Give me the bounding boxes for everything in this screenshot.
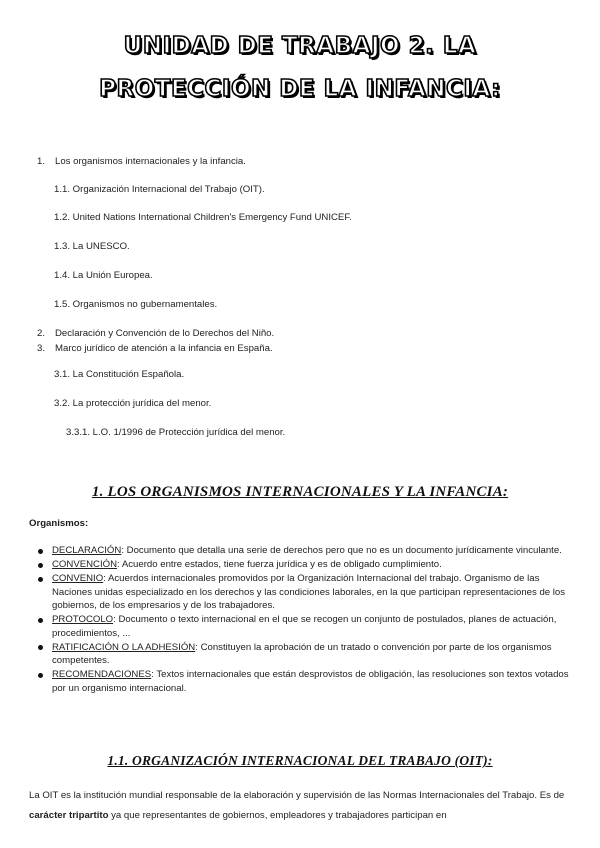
- bullet-icon: [38, 549, 43, 554]
- toc-item: 2. Declaración y Convención de lo Derechos del Niño.: [37, 328, 275, 339]
- toc-item: 1.4. La Unión Europea.: [54, 270, 153, 281]
- bullet-icon: [38, 618, 43, 623]
- section-heading-oit: 1.1. ORGANIZACIÓN INTERNACIONAL DEL TRABAJO (OIT):: [107, 753, 493, 768]
- bullet-icon: [38, 577, 43, 582]
- toc-item: 1.3. La UNESCO.: [54, 241, 130, 252]
- toc-item: 1. Los organismos internacionales y la infancia.: [37, 156, 246, 167]
- list-item: CONVENCIÓN: Acuerdo entre estados, tiene fuerza jurídica y es de obligado cumplimiento.: [38, 558, 576, 572]
- toc-item: 3.3.1. L.O. 1/1996 de Protección jurídica del menor.: [66, 427, 286, 438]
- toc-item: 3.1. La Constitución Española.: [54, 369, 185, 380]
- oit-paragraph: La OIT es la institución mundial responsable de la elaboración y supervisión de las Normas Internacionales del Trabajo. Es de carácter tripartito ya que representantes de gobiernos, empleadores y trabajadores participan en: [29, 790, 565, 821]
- document-title-line-1: UNIDAD DE TRABAJO 2. LA: [123, 33, 477, 59]
- bullet-icon: [38, 673, 43, 678]
- bullet-icon: [38, 645, 43, 650]
- list-item: RATIFICACIÓN O LA ADHESIÓN: Constituyen la aprobación de un tratado o convención por parte de los organismos competentes.: [38, 641, 576, 668]
- list-item: DECLARACIÓN: Documento que detalla una serie de derechos pero que no es un documento jurídicamente vinculante.: [38, 544, 576, 558]
- section-heading-organismos-internacionales: 1. LOS ORGANISMOS INTERNACIONALES Y LA INFANCIA:: [91, 484, 509, 500]
- organismos-label: Organismos:: [29, 518, 89, 529]
- document-title-line-2: PROTECCIÓN DE LA INFANCIA:: [99, 76, 501, 102]
- toc-item: 3.2. La protección jurídica del menor.: [54, 398, 212, 409]
- toc-item: 3. Marco jurídico de atención a la infancia en España.: [37, 343, 273, 354]
- toc-item: 1.1. Organización Internacional del Trabajo (OIT).: [54, 184, 265, 195]
- organismos-list: [38, 544, 576, 696]
- toc-item: 1.2. United Nations International Children's Emergency Fund UNICEF.: [54, 212, 352, 223]
- toc-item: 1.5. Organismos no gubernamentales.: [54, 299, 218, 310]
- bullet-icon: [38, 563, 43, 568]
- list-item: RECOMENDACIONES: Textos internacionales que están desprovistos de obligación, las resoluciones son textos votados por un organismo internacional.: [38, 668, 576, 695]
- list-item: CONVENIO: Acuerdos internacionales promovidos por la Organización Internacional del trabajo. Organismo de las Naciones unidas especializado en los derechos y las condiciones laborales, en la que participan representaciones de los gobiernos, de los empresarios y de los trabajadores.: [38, 572, 576, 613]
- list-item: PROTOCOLO: Documento o texto internacional en el que se recogen un conjunto de postulados, planes de actuación, procedimientos, ...: [38, 613, 576, 640]
